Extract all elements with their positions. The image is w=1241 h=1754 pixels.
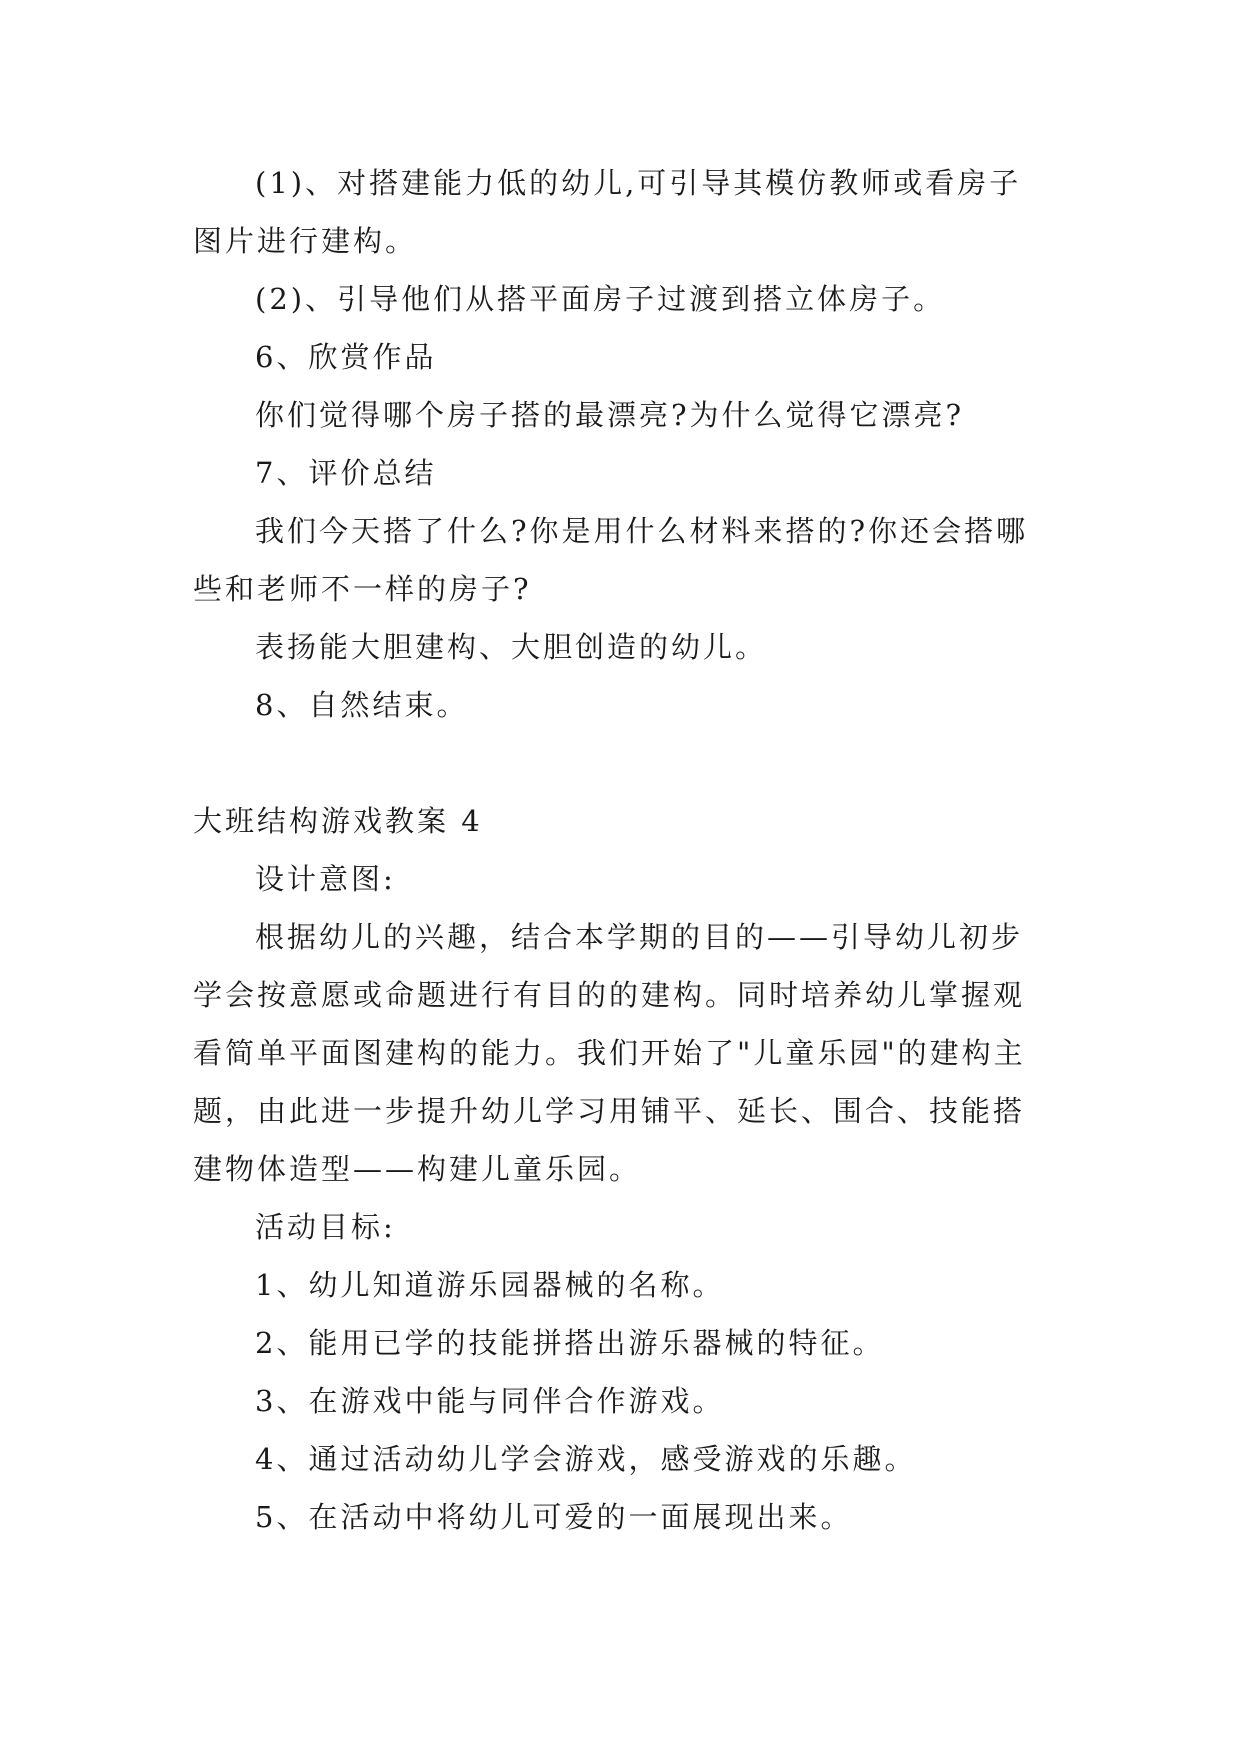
section-title: 大班结构游戏教案 4 [193, 804, 483, 838]
step7-text-line1: 我们今天搭了什么?你是用什么材料来搭的?你还会搭哪 [255, 514, 1029, 548]
document-body [193, 154, 1063, 1546]
paragraph-step5-2: (2)、引导他们从搭平面房子过渡到搭立体房子。 [255, 282, 946, 316]
step6-title: 6、欣赏作品 [255, 340, 437, 374]
activity-goals-label: 活动目标: [255, 1210, 396, 1244]
paragraph-step5-1-line1: (1)、对搭建能力低的幼儿,可引导其模仿教师或看房子 [255, 166, 1022, 200]
goal-item: 3、在游戏中能与同伴合作游戏。 [255, 1384, 725, 1418]
design-intent-line: 根据幼儿的兴趣，结合本学期的目的——引导幼儿初步 [255, 920, 1024, 954]
step6-text: 你们觉得哪个房子搭的最漂亮?为什么觉得它漂亮? [255, 398, 965, 432]
goal-item: 4、通过活动幼儿学会游戏，感受游戏的乐趣。 [255, 1442, 917, 1476]
design-intent-label: 设计意图: [255, 862, 396, 896]
design-intent-line: 建物体造型——构建儿童乐园。 [193, 1152, 642, 1186]
goal-item: 2、能用已学的技能拼搭出游乐器械的特征。 [255, 1326, 885, 1360]
paragraph-step5-1-line2: 图片进行建构。 [193, 224, 418, 258]
design-intent-line: 学会按意愿或命题进行有目的的建构。同时培养幼儿掌握观 [193, 978, 1026, 1012]
design-intent-line: 题，由此进一步提升幼儿学习用铺平、延长、围合、技能搭 [193, 1094, 1026, 1128]
step8-text: 8、自然结束。 [255, 688, 469, 722]
praise-text: 表扬能大胆建构、大胆创造的幼儿。 [255, 630, 768, 664]
goal-item: 5、在活动中将幼儿可爱的一面展现出来。 [255, 1500, 853, 1534]
design-intent-line: 看简单平面图建构的能力。我们开始了"儿童乐园"的建构主 [193, 1036, 1026, 1070]
step7-text-line2: 些和老师不一样的房子? [193, 572, 532, 606]
step7-title: 7、评价总结 [255, 456, 437, 490]
goal-item: 1、幼儿知道游乐园器械的名称。 [255, 1268, 725, 1302]
